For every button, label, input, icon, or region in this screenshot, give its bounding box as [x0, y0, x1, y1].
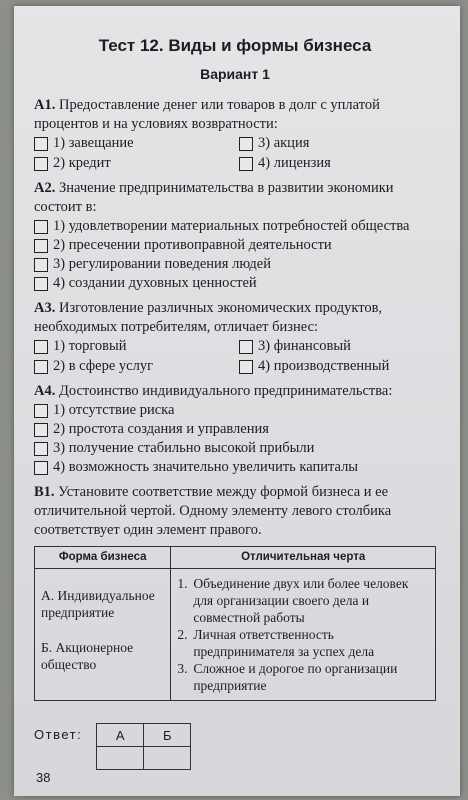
- option[interactable]: [239, 337, 436, 356]
- checkbox[interactable]: [239, 340, 253, 354]
- option[interactable]: [34, 420, 436, 439]
- column-header: Форма бизнеса: [35, 547, 171, 569]
- right-item: [177, 660, 429, 694]
- right-item: [177, 626, 429, 660]
- option-label: 4) создании духовных ценностей: [53, 275, 257, 291]
- option-label: 2) простота создания и управления: [53, 421, 269, 437]
- option[interactable]: [34, 458, 436, 477]
- option-label: 2) кредит: [53, 155, 111, 171]
- answer-block: [34, 723, 436, 770]
- option[interactable]: [34, 217, 436, 236]
- checkbox[interactable]: [239, 157, 253, 171]
- checkbox[interactable]: [34, 220, 48, 234]
- column-header: Отличительная черта: [171, 547, 436, 569]
- question-body: Установите соответствие между формой бизнеса и ее отличительной чертой. Одному элементу левого столбика соответствует один элемент правого.: [34, 484, 392, 538]
- checkbox[interactable]: [34, 137, 48, 151]
- checkbox[interactable]: [34, 239, 48, 253]
- answer-cell-a[interactable]: [97, 747, 144, 770]
- option-label: 4) лицензия: [258, 155, 331, 171]
- options-grid: [34, 134, 436, 173]
- question-a4: [34, 382, 436, 477]
- left-item: А. Индивидуальное предприятие: [41, 588, 155, 620]
- answer-table: [96, 723, 191, 770]
- option-label: 2) в сфере услуг: [53, 358, 154, 374]
- question-a1: [34, 96, 436, 173]
- matching-table: [34, 546, 436, 701]
- option[interactable]: [34, 134, 239, 153]
- option[interactable]: [34, 255, 436, 274]
- item-text: Объединение двух или более человек для организации своего дела и совместной работы: [193, 576, 409, 625]
- book-page: [14, 6, 460, 796]
- item-text: Сложное и дорогое по организации предприятие: [193, 661, 398, 693]
- option-label: 1) торговый: [53, 338, 127, 354]
- question-b1: [34, 483, 436, 701]
- checkbox[interactable]: [34, 404, 48, 418]
- checkbox[interactable]: [34, 277, 48, 291]
- option-label: 3) акция: [258, 135, 310, 151]
- option-label: 4) возможность значительно увеличить капиталы: [53, 459, 359, 475]
- question-a2: [34, 179, 436, 293]
- option-label: 2) пресечении противоправной деятельности: [53, 237, 332, 253]
- checkbox[interactable]: [239, 137, 253, 151]
- option-label: 1) отсутствие риска: [53, 402, 175, 418]
- question-text: [34, 299, 436, 337]
- option[interactable]: [34, 154, 239, 173]
- question-text: [34, 382, 436, 401]
- checkbox[interactable]: [34, 442, 48, 456]
- right-column-cell: [171, 569, 436, 701]
- checkbox[interactable]: [34, 360, 48, 374]
- item-number: 2.: [177, 627, 188, 642]
- question-body: Предоставление денег или товаров в долг с уплатой процентов и на условиях возвратности:: [34, 97, 380, 132]
- page-content: [34, 36, 436, 770]
- item-number: 3.: [177, 661, 188, 676]
- option-label: 4) производственный: [258, 358, 390, 374]
- item-text: Личная ответственность предпринимателя за успех дела: [193, 627, 375, 659]
- checkbox[interactable]: [34, 423, 48, 437]
- left-item: Б. Акционерное общество: [41, 640, 134, 672]
- page-number: 38: [36, 770, 51, 785]
- checkbox[interactable]: [239, 360, 253, 374]
- options-grid: [34, 337, 436, 376]
- answer-label: Ответ:: [34, 727, 83, 742]
- question-number: А4.: [34, 383, 56, 399]
- item-number: 1.: [177, 576, 188, 591]
- checkbox[interactable]: [34, 461, 48, 475]
- option-label: 3) получение стабильно высокой прибыли: [53, 440, 315, 456]
- option[interactable]: [239, 357, 436, 376]
- option[interactable]: [34, 439, 436, 458]
- question-body: Изготовление различных экономических продуктов, необходимых потребителям, отличает бизнес:: [34, 300, 383, 335]
- option-label: 1) удовлетворении материальных потребностей общества: [53, 218, 410, 234]
- option-label: 3) финансовый: [258, 338, 351, 354]
- right-item: [177, 575, 429, 626]
- question-number: А2.: [34, 180, 56, 196]
- option[interactable]: [34, 274, 436, 293]
- question-number: В1.: [34, 484, 55, 500]
- test-title: Тест 12. Виды и формы бизнеса: [98, 36, 372, 55]
- option[interactable]: [239, 154, 436, 173]
- question-body: Достоинство индивидуального предпринимательства:: [58, 383, 393, 399]
- checkbox[interactable]: [34, 258, 48, 272]
- question-text: [34, 483, 436, 540]
- option-label: 1) завещание: [53, 135, 134, 151]
- checkbox[interactable]: [34, 157, 48, 171]
- option[interactable]: [34, 401, 436, 420]
- option[interactable]: [34, 236, 436, 255]
- question-a3: [34, 299, 436, 376]
- question-text: [34, 179, 436, 217]
- answer-column-header: А: [97, 724, 144, 747]
- answer-column-header: Б: [144, 724, 191, 747]
- left-column-cell: [35, 569, 171, 701]
- option[interactable]: [34, 337, 239, 356]
- question-body: Значение предпринимательства в развитии экономики состоит в:: [34, 180, 394, 215]
- option-label: 3) регулировании поведения людей: [53, 256, 271, 272]
- question-number: А1.: [34, 97, 56, 113]
- question-text: [34, 96, 436, 134]
- answer-cell-b[interactable]: [144, 747, 191, 770]
- option[interactable]: [34, 357, 239, 376]
- question-number: А3.: [34, 300, 56, 316]
- option[interactable]: [239, 134, 436, 153]
- checkbox[interactable]: [34, 340, 48, 354]
- variant-heading: Вариант 1: [200, 66, 270, 82]
